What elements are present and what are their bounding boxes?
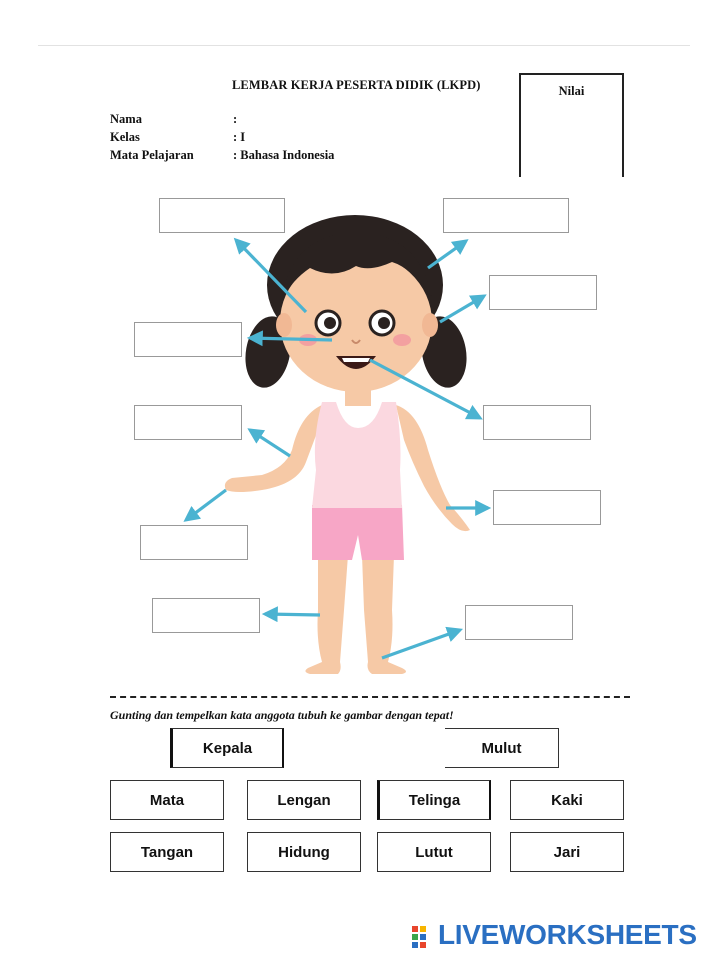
word-card[interactable]: Telinga [377, 780, 491, 820]
arrow-eye [250, 338, 332, 340]
cut-line [110, 696, 630, 698]
info-value: : Bahasa Indonesia [233, 148, 335, 162]
word-card[interactable]: Lengan [247, 780, 361, 820]
info-value: : I [233, 130, 246, 144]
brand-name: LIVEWORKSHEETS [438, 919, 697, 950]
answer-box-knee[interactable] [152, 598, 260, 633]
girl-shorts [312, 505, 404, 560]
word-card[interactable]: Mulut [445, 728, 559, 768]
info-label: Nama [110, 112, 142, 126]
worksheet-title: LEMBAR KERJA PESERTA DIDIK (LKPD) [232, 78, 481, 92]
word-card[interactable]: Kepala [170, 728, 284, 768]
info-label: Kelas [110, 130, 140, 144]
answer-box-hand[interactable] [140, 525, 248, 560]
word-card[interactable]: Jari [510, 832, 624, 872]
liveworksheets-logo-icon [412, 922, 434, 948]
score-label: Nilai [558, 84, 585, 98]
liveworksheets-brand[interactable] [412, 918, 697, 952]
info-value: : [233, 112, 238, 126]
arrow-ear [440, 296, 484, 322]
word-card[interactable]: Tangan [110, 832, 224, 872]
girl-shirt [312, 402, 402, 508]
answer-box-foot[interactable] [465, 605, 573, 640]
arrow-arm [250, 430, 290, 456]
answer-box-finger[interactable] [493, 490, 601, 525]
answer-box-mouth[interactable] [483, 405, 591, 440]
info-label: Mata Pelajaran [110, 148, 194, 162]
word-card[interactable]: Hidung [247, 832, 361, 872]
instruction-text: Gunting dan tempelkan kata anggota tubuh ke gambar dengan tepat! [110, 708, 454, 722]
answer-box-hair[interactable] [159, 198, 285, 233]
girl-ear [422, 313, 438, 337]
girl-ear [276, 313, 292, 337]
arrow-hand [186, 490, 226, 520]
answer-box-head[interactable] [443, 198, 569, 233]
word-card[interactable]: Mata [110, 780, 224, 820]
word-card[interactable]: Kaki [510, 780, 624, 820]
answer-box-arm[interactable] [134, 405, 242, 440]
answer-box-ear[interactable] [489, 275, 597, 310]
arrow-knee [265, 614, 320, 615]
answer-box-eye[interactable] [134, 322, 242, 357]
arrow-foot [382, 630, 460, 658]
girl-cheek [393, 334, 411, 346]
word-card[interactable]: Lutut [377, 832, 491, 872]
